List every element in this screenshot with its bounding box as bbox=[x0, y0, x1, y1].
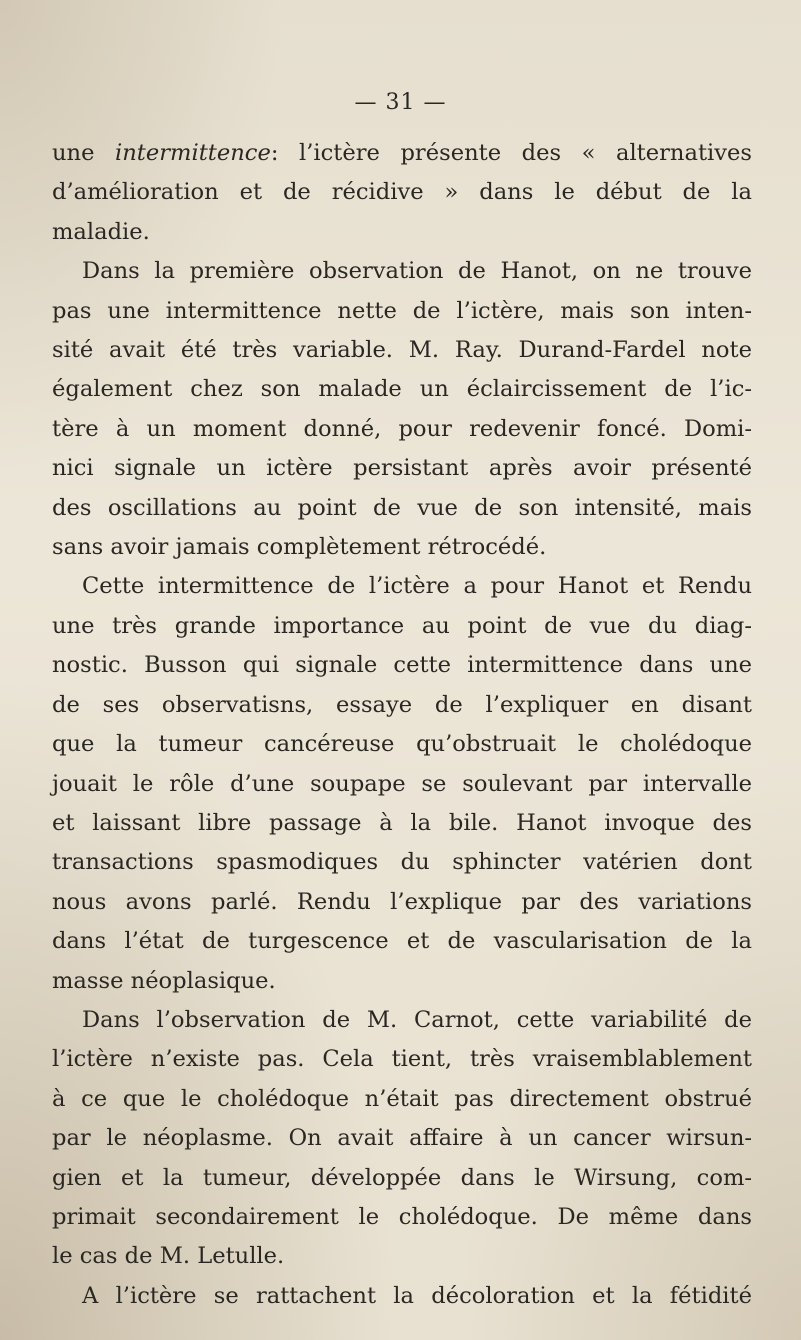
text-line: nous avons parlé. Rendu l’explique par des variations bbox=[52, 888, 752, 915]
text-line: par le néoplasme. On avait affaire à un cancer wirsun- bbox=[52, 1125, 752, 1152]
text-line: sité avait été très variable. M. Ray. Durand-Fardel note bbox=[52, 337, 752, 364]
text-line: de ses observatisns, essaye de l’expliquer en disant bbox=[52, 691, 752, 718]
text-fragment: une bbox=[52, 140, 116, 166]
text-line: A l’ictère se rattachent la décoloration et la fétidité bbox=[82, 1282, 752, 1309]
text-line: masse néoplasique. bbox=[52, 967, 276, 994]
text-line: maladie. bbox=[52, 218, 150, 245]
text-line: Cette intermittence de l’ictère a pour Hanot et Rendu bbox=[82, 573, 752, 600]
text-line: Dans la première observation de Hanot, on ne trouve bbox=[82, 258, 752, 285]
text-line: pas une intermittence nette de l’ictère, mais son inten- bbox=[52, 297, 752, 324]
text-line: tère à un moment donné, pour redevenir foncé. Domi- bbox=[52, 415, 752, 442]
paragraph bbox=[52, 1001, 752, 1277]
text-line: le cas de M. Letulle. bbox=[52, 1243, 285, 1270]
text-line: également chez son malade un éclaircissement de l’ic- bbox=[52, 376, 752, 403]
paragraph bbox=[52, 567, 752, 1000]
text-line: transactions spasmodiques du sphincter vatérien dont bbox=[52, 849, 752, 876]
text-line: nostic. Busson qui signale cette intermittence dans une bbox=[52, 652, 752, 679]
text-line: une très grande importance au point de vue du diag- bbox=[52, 612, 752, 639]
text-line: à ce que le cholédoque n’était pas directement obstrué bbox=[52, 1085, 752, 1112]
text-line: jouait le rôle d’une soupape se soulevant par intervalle bbox=[52, 770, 752, 797]
text-line: et laissant libre passage à la bile. Hanot invoque des bbox=[52, 809, 752, 836]
text-line: dans l’état de turgescence et de vascularisation de la bbox=[52, 928, 752, 955]
paragraph bbox=[52, 1277, 752, 1316]
body-text bbox=[52, 134, 752, 1316]
text-line: Dans l’observation de M. Carnot, cette variabilité de bbox=[82, 1006, 752, 1033]
text-line bbox=[52, 134, 752, 173]
text-line: des oscillations au point de vue de son intensité, mais bbox=[52, 494, 752, 521]
text-line: d’amélioration et de récidive » dans le début de la bbox=[52, 179, 752, 206]
page-number: — 31 — bbox=[354, 90, 447, 115]
italic-term: intermittence bbox=[115, 140, 271, 166]
text-line: l’ictère n’existe pas. Cela tient, très vraisemblablement bbox=[52, 1046, 752, 1073]
paragraph bbox=[52, 252, 752, 567]
paragraph bbox=[52, 134, 752, 252]
text-line: gien et la tumeur, développée dans le Wirsung, com- bbox=[52, 1164, 752, 1191]
text-fragment: : l’ictère présente des « alternatives bbox=[270, 140, 752, 166]
text-line: que la tumeur cancéreuse qu’obstruait le cholédoque bbox=[52, 731, 752, 758]
text-line: sans avoir jamais complètement rétrocédé. bbox=[52, 534, 547, 561]
text-line: primait secondairement le cholédoque. De même dans bbox=[52, 1203, 752, 1230]
text-line: nici signale un ictère persistant après avoir présenté bbox=[52, 455, 752, 482]
